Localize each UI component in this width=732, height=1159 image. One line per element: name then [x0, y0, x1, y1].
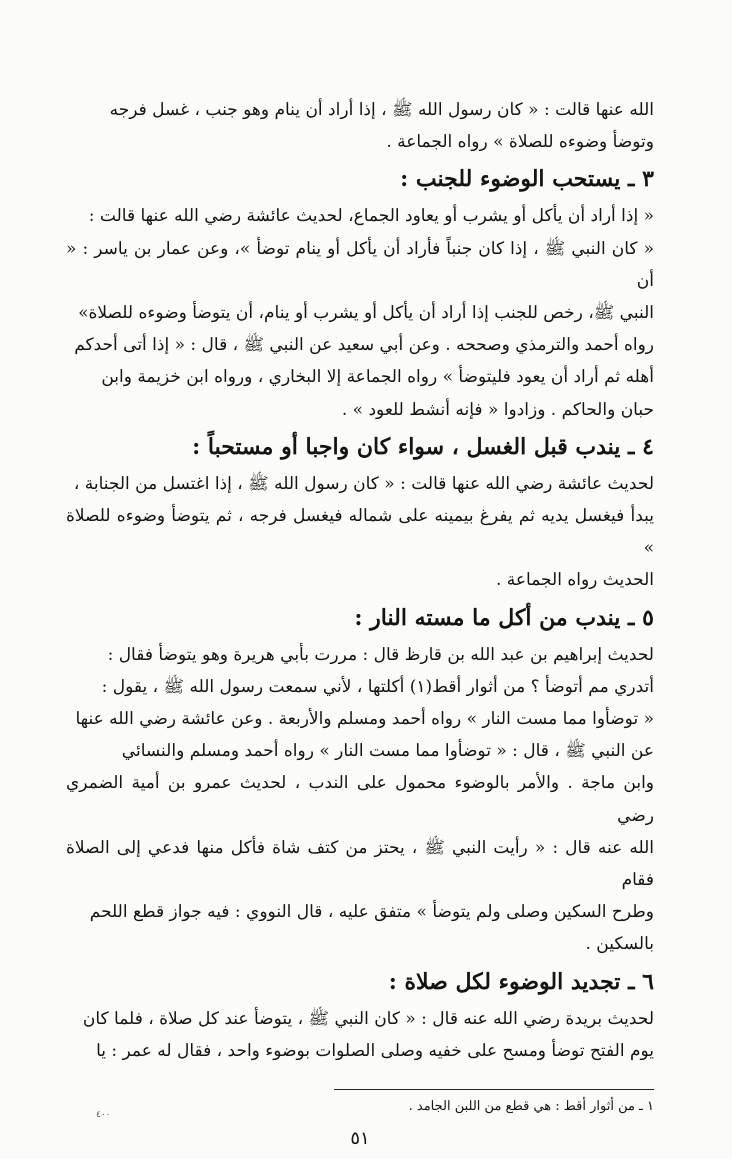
text-line: « توضأوا مما مست النار » رواه أحمد ومسلم والأربعة . وعن عائشة رضي الله عنها: [75, 709, 654, 730]
footnote-divider: [334, 1089, 654, 1090]
section-5: [66, 599, 654, 961]
text-line: رواه أحمد والترمذي وصححه . وعن أبي سعيد عن النبي ﷺ ، قال : « إذا أتى أحدكم: [74, 335, 654, 356]
footnote: ١ ـ من أثوار أقط : هي قطع من اللبن الجامد .: [408, 1099, 654, 1115]
intro-line-2: وتوضأ وضوءه للصلاة » رواه الجماعة .: [386, 132, 654, 153]
text-line: الحديث رواه الجماعة .: [495, 570, 654, 591]
text-line: لحديث إبراهيم بن عبد الله بن قارظ قال : مررت بأبي هريرة وهو يتوضأ فقال :: [107, 644, 654, 665]
text-line: النبي ﷺ، رخص للجنب إذا أراد أن يأكل أو يشرب أو ينام، أن يتوضأ وضوءه للصلاة»: [78, 303, 654, 324]
text-line: حبان والحاكم . وزادوا « فإنه أنشط للعود » .: [341, 399, 654, 420]
text-line: أهله ثم أراد أن يعود فليتوضأ » رواه الجماعة إلا البخاري ، ورواه ابن خزيمة وابن: [101, 367, 654, 388]
text-line: أتدري مم أتوضأ ؟ من أثوار أقط(١) أكلتها ، لأني سمعت رسول الله ﷺ ، يقول :: [101, 676, 654, 697]
page-number: ٥١: [350, 1128, 370, 1150]
section-4: [66, 428, 654, 597]
text-line: عن النبي ﷺ ، قال : « توضأوا مما مست النار » رواه أحمد ومسلم والنسائي: [121, 741, 654, 762]
text-line: يوم الفتح توضأ ومسح على خفيه وصلى الصلوات بوضوء واحد ، فقال له عمر : يا: [96, 1040, 654, 1061]
section-heading: ٥ ـ يندب من أكل ما مسته النار :: [354, 604, 654, 631]
corner-mark: ٤٠٠: [96, 1110, 111, 1120]
text-line: وطرح السكين وصلى ولم يتوضأ » متفق عليه ، قال النووي : فيه جواز قطع اللحم: [89, 902, 654, 923]
text-line: لحديث عائشة رضي الله عنها قالت : « كان رسول الله ﷺ ، إذا اغتسل من الجنابة ،: [73, 473, 654, 494]
section-heading: ٣ ـ يستحب الوضوء للجنب :: [400, 166, 654, 193]
text-line: وابن ماجة . والأمر بالوضوء محمول على الندب ، لحديث عمرو بن أمية الضمري رضي: [66, 773, 654, 826]
text-line: بالسكين .: [585, 934, 654, 955]
text-line: الله عنه قال : « رأيت النبي ﷺ ، يحتز من كتف شاة فأكل منها فدعي إلى الصلاة فقام: [66, 837, 654, 891]
section-heading: ٦ ـ تجديد الوضوء لكل صلاة :: [388, 968, 654, 995]
text-line: « كان النبي ﷺ ، إذا كان جنباً فأراد أن يأكل أو ينام توضأ »، وعن عمار بن ياسر : « أن: [66, 238, 654, 291]
section-heading: ٤ ـ يندب قبل الغسل ، سواء كان واجبا أو مستحباً :: [192, 433, 654, 460]
text-line: لحديث بريدة رضي الله عنه قال : « كان النبي ﷺ ، يتوضأ عند كل صلاة ، فلما كان: [82, 1008, 654, 1029]
intro-line-1: الله عنها قالت : « كان رسول الله ﷺ ، إذا أراد أن ينام وهو جنب ، غسل فرجه: [109, 100, 654, 120]
text-line: « إذا أراد أن يأكل أو يشرب أو يعاود الجماع، لحديث عائشة رضي الله عنها قالت :: [88, 206, 654, 227]
text-line: يبدأ فيغسل يديه ثم يفرغ بيمينه على شماله فيغسل فرجه ، ثم يتوضأ وضوءه للصلاة »: [66, 506, 654, 559]
section-6: [66, 963, 654, 1067]
section-3: [66, 160, 654, 425]
